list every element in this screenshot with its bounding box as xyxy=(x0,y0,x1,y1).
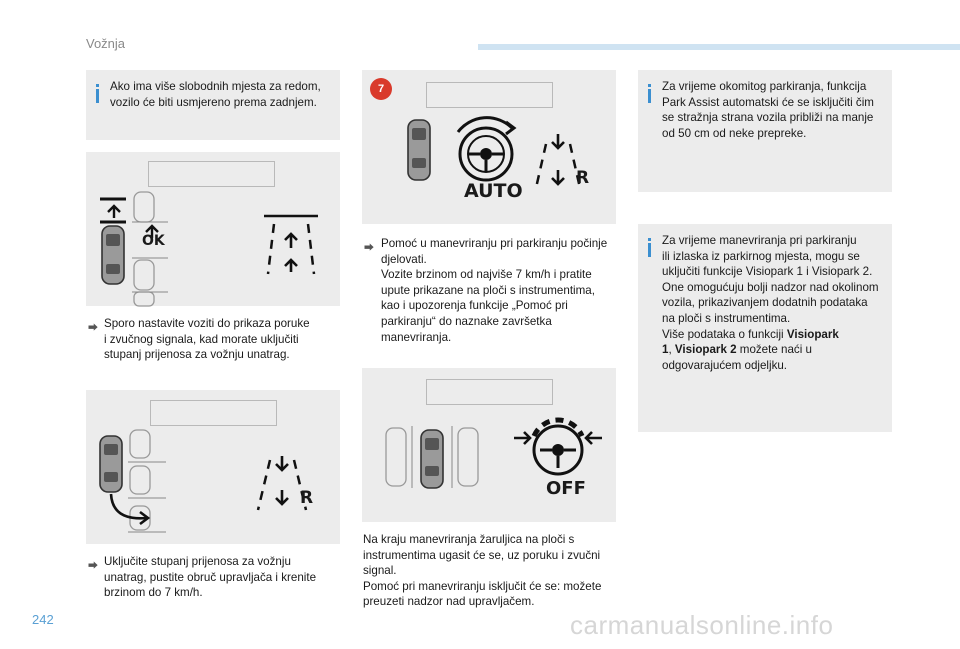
text-line: i zvučnog signala, kad morate uključiti xyxy=(104,332,299,346)
text-line: instrumentima ugasit će se, uz poruku i zvučni xyxy=(363,548,601,562)
text-line: signal. xyxy=(363,564,397,578)
section-title: Vožnja xyxy=(86,36,126,51)
text-line: djelovati. xyxy=(381,252,427,266)
text-line: One omogućuju bolji nadzor nad okolinom xyxy=(662,280,879,294)
text-line: Sporo nastavite voziti do prikaza poruke xyxy=(104,317,310,330)
reverse-r-label: R xyxy=(576,168,590,188)
text-line: vozila, prikazivanjem dodatnih podataka xyxy=(662,296,868,310)
text-line: brzinom do 7 km/h. xyxy=(104,586,203,600)
text-line: Pomoć pri manevriranju isključit će se: možete xyxy=(363,579,602,593)
info-box-1 xyxy=(86,70,340,140)
info-box-3 xyxy=(638,224,892,432)
step-number-badge: 7 xyxy=(370,78,392,100)
bullet-arrow-icon: ⮕ xyxy=(364,243,374,254)
text-line: Za vrijeme manevriranja pri parkiranju xyxy=(662,234,857,247)
text-line: Ako ima više slobodnih mjesta za redom, xyxy=(110,80,321,93)
text-line xyxy=(662,342,879,358)
text-line xyxy=(662,327,879,343)
text-line: uključiti funkcije Visiopark 1 i Visiopark 2. xyxy=(662,265,873,279)
text-line: parkiranju“ do naznake završetka xyxy=(381,314,552,328)
text-line: kao i upozorenja funkcije „Pomoć pri xyxy=(381,299,568,313)
text-line: na ploči s instrumentima. xyxy=(662,311,791,325)
ok-label: OK xyxy=(142,233,165,249)
text-line: Vozite brzinom od najviše 7 km/h i pratite xyxy=(381,268,592,282)
off-label: OFF xyxy=(546,478,586,499)
bullet-arrow-icon: ⮕ xyxy=(88,561,98,572)
text-line: vozilo će biti usmjereno prema zadnjem. xyxy=(110,95,317,109)
info-box-2 xyxy=(638,70,892,192)
text-line: Na kraju manevriranja žaruljica na ploči s xyxy=(363,533,575,546)
text-line: manevriranja. xyxy=(381,330,452,344)
text-line: Park Assist automatski će se isključiti čim xyxy=(662,95,874,109)
text-line: odgovarajućem odjeljku. xyxy=(662,358,788,372)
text-line: stupanj prijenosa za vožnju unatrag. xyxy=(104,348,290,362)
auto-label: AUTO xyxy=(464,180,523,202)
parking-diagram xyxy=(86,152,340,306)
bullet-arrow-icon: ⮕ xyxy=(88,323,98,334)
text-span: možete naći u xyxy=(736,343,812,357)
info-icon xyxy=(648,89,651,103)
watermark: carmanualsonline.info xyxy=(570,610,834,640)
illustration-parking-ok xyxy=(86,152,340,306)
info-icon xyxy=(648,243,651,257)
illustration-off xyxy=(362,368,616,522)
text-line: Pomoć u manevriranju pri parkiranju počinje xyxy=(381,237,608,250)
text-span: , xyxy=(668,343,675,357)
text-line: preuzeti nadzor nad upravljačem. xyxy=(363,595,535,609)
text-line: Za vrijeme okomitog parkiranja, funkcija xyxy=(662,80,867,93)
text-line: unatrag, pustite obruč upravljača i krenite xyxy=(104,570,317,584)
text-line: upute prikazane na ploči s instrumentima, xyxy=(381,283,595,297)
reverse-r-label: R xyxy=(300,488,314,508)
info-icon xyxy=(96,89,99,103)
reverse-diagram xyxy=(86,390,340,544)
text-line: ili izlaska iz parkirnog mjesta, mogu se xyxy=(662,249,860,263)
page-number: 242 xyxy=(32,612,54,627)
text-line: Uključite stupanj prijenosa za vožnju xyxy=(104,555,291,568)
illustration-reverse xyxy=(86,390,340,544)
illustration-auto xyxy=(362,70,616,224)
visiopark-bold: Visiopark xyxy=(786,327,839,341)
header-bar xyxy=(478,44,960,50)
visiopark-2-bold: Visiopark 2 xyxy=(674,343,737,357)
text-line: od 50 cm od neke prepreke. xyxy=(662,126,807,140)
visiopark-1-bold: 1 xyxy=(662,343,669,357)
text-span: Više podataka o funkciji xyxy=(662,327,784,341)
text-line: se stražnja strana vozila približi na manje xyxy=(662,111,874,125)
